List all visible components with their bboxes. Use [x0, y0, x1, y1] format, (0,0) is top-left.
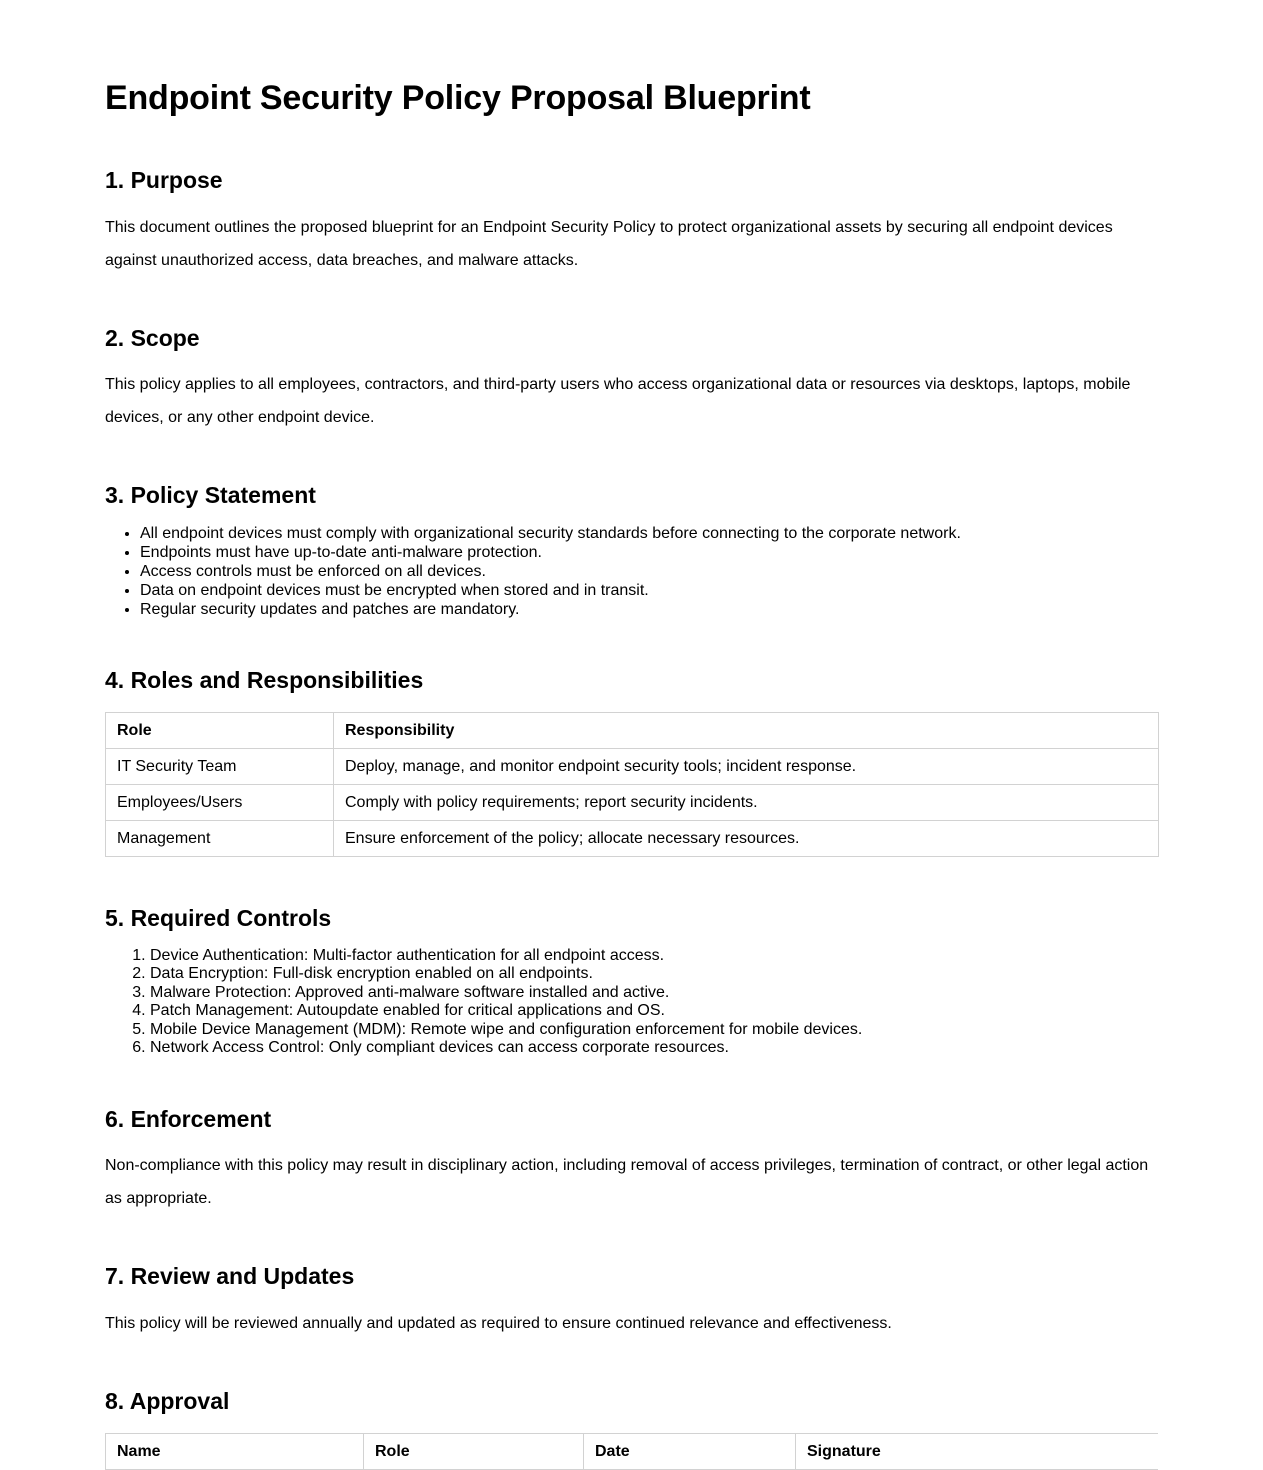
- cell-role: Management: [106, 820, 334, 856]
- section-required-controls: [105, 904, 1158, 1058]
- roles-responsibilities-table: [105, 712, 1159, 857]
- section-roles-and-responsibilities: [105, 666, 1158, 857]
- cell-role: Employees/Users: [106, 784, 334, 820]
- section-review-and-updates: [105, 1262, 1158, 1340]
- section-purpose: [105, 166, 1158, 277]
- column-header-responsibility: Responsibility: [334, 712, 1159, 748]
- column-header-name: Name: [106, 1433, 364, 1469]
- column-header-role: Role: [106, 712, 334, 748]
- column-header-signature: Signature: [796, 1433, 1159, 1469]
- section-heading-enforcement: 6. Enforcement: [105, 1105, 272, 1132]
- section-policy-statement: [105, 481, 1158, 619]
- list-item: 2. Data Encryption: Full-disk encryption enabled on all endpoints.: [150, 965, 1158, 984]
- table-row: [106, 784, 1159, 820]
- list-item: • Access controls must be enforced on all devices.: [140, 562, 1158, 581]
- list-item: • Data on endpoint devices must be encrypted when stored and in transit.: [140, 581, 1158, 600]
- list-item: • Endpoints must have up-to-date anti-malware protection.: [140, 543, 1158, 562]
- required-controls-list: [105, 947, 1158, 1058]
- purpose-paragraph: This document outlines the proposed blueprint for an Endpoint Security Policy to protect organizational assets by securing all endpoint devices against unauthorized access, data breaches, and malware attacks.: [105, 218, 1113, 269]
- section-heading-required-controls: 5. Required Controls: [105, 904, 332, 931]
- cell-responsibility: Comply with policy requirements; report security incidents.: [334, 784, 1159, 820]
- list-item: • Regular security updates and patches are mandatory.: [140, 600, 1158, 619]
- list-item: 5. Mobile Device Management (MDM): Remote wipe and configuration enforcement for mobile devices.: [150, 1021, 1158, 1040]
- column-header-role: Role: [364, 1433, 584, 1469]
- table-header-row: [106, 712, 1159, 748]
- scope-paragraph: This policy applies to all employees, contractors, and third-party users who access organizational data or resources via desktops, laptops, mobile devices, or any other endpoint device.: [105, 376, 1131, 427]
- list-item: 3. Malware Protection: Approved anti-malware software installed and active.: [150, 984, 1158, 1003]
- cell-responsibility: Ensure enforcement of the policy; allocate necessary resources.: [334, 820, 1159, 856]
- section-heading-purpose: 1. Purpose: [105, 166, 223, 193]
- table-row: [106, 820, 1159, 856]
- review-paragraph: This policy will be reviewed annually and updated as required to ensure continued relevance and effectiveness.: [105, 1315, 892, 1333]
- list-item: 1. Device Authentication: Multi-factor authentication for all endpoint access.: [150, 947, 1158, 966]
- section-heading-scope: 2. Scope: [105, 324, 200, 351]
- section-enforcement: [105, 1105, 1158, 1216]
- list-item: • All endpoint devices must comply with organizational security standards before connecting to the corporate network.: [140, 524, 1158, 543]
- cell-responsibility: Deploy, manage, and monitor endpoint security tools; incident response.: [334, 748, 1159, 784]
- section-heading-approval: 8. Approval: [105, 1388, 230, 1415]
- page-title: Endpoint Security Policy Proposal Blueprint: [105, 79, 811, 117]
- section-heading-policy-statement: 3. Policy Statement: [105, 482, 316, 509]
- policy-statement-list: [105, 524, 1158, 619]
- section-approval: [105, 1340, 1158, 1470]
- approval-table: [105, 1433, 1158, 1470]
- column-header-date: Date: [584, 1433, 796, 1469]
- cell-role: IT Security Team: [106, 748, 334, 784]
- section-heading-roles: 4. Roles and Responsibilities: [105, 667, 424, 694]
- enforcement-paragraph: Non-compliance with this policy may result in disciplinary action, including removal of access privileges, termination of contract, or other legal action as appropriate.: [105, 1157, 1149, 1208]
- section-scope: [105, 324, 1158, 435]
- section-heading-review: 7. Review and Updates: [105, 1263, 355, 1290]
- list-item: 4. Patch Management: Autoupdate enabled for critical applications and OS.: [150, 1002, 1158, 1021]
- table-header-row: [106, 1433, 1159, 1469]
- list-item: 6. Network Access Control: Only compliant devices can access corporate resources.: [150, 1039, 1158, 1058]
- table-row: [106, 748, 1159, 784]
